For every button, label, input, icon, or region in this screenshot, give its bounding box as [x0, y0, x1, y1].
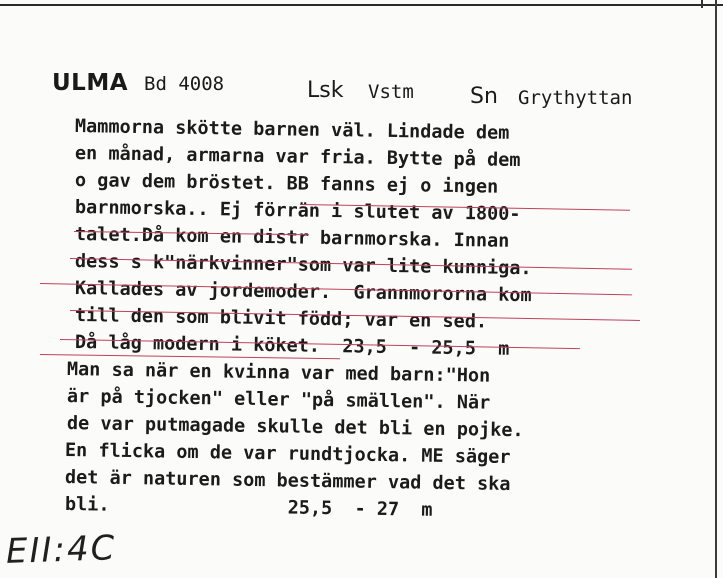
text-line: en månad, armarna var fria. Bytte på dem	[74, 143, 521, 171]
text-line: dess s k"närkvinner"som var lite kunniga.	[74, 251, 532, 280]
text-line: de var putmagade skulle det bli en pojke.	[66, 413, 524, 442]
county-label: Lsk	[307, 78, 344, 103]
archive-name: ULMA	[52, 70, 129, 96]
text-line: barnmorska.. Ej förrän i slutet av 1800-	[74, 197, 521, 225]
text-line: Man sa när en kvinna var med barn:"Hon	[66, 359, 491, 387]
text-line: En flicka om de var rundtjocka. ME säger	[64, 440, 511, 468]
county-value: Vstm	[368, 81, 414, 103]
parish-value: Grythyttan	[518, 87, 633, 109]
text-line: Mammorna skötte barnen väl. Lindade dem	[74, 116, 510, 144]
text-line: talet.Då kom en distr barnmorska. Innan	[74, 224, 510, 252]
corner-mark	[701, 0, 713, 8]
volume-number: Bd 4008	[144, 73, 225, 95]
text-line: o gav dem bröstet. BB fanns ej o ingen	[74, 170, 499, 198]
text-line: Då låg modern i köket. 23,5 - 25,5 m	[74, 332, 510, 360]
text-line: till den som blivit född; var en sed.	[74, 305, 488, 333]
handwritten-catalog-note: EII:4C	[5, 528, 118, 572]
text-line: det är naturen som bestämmer vad det ska	[64, 467, 511, 495]
text-line: är på tjocken" eller "på smällen". När	[66, 386, 491, 414]
card-top-edge	[0, 0, 723, 10]
parish-label: Sn	[470, 84, 498, 109]
card-right-edge	[715, 0, 723, 578]
text-line: Kallades av jordemoder. Grannmororna kom	[74, 278, 532, 307]
text-line: bli. 25,5 - 27 m	[64, 494, 433, 521]
